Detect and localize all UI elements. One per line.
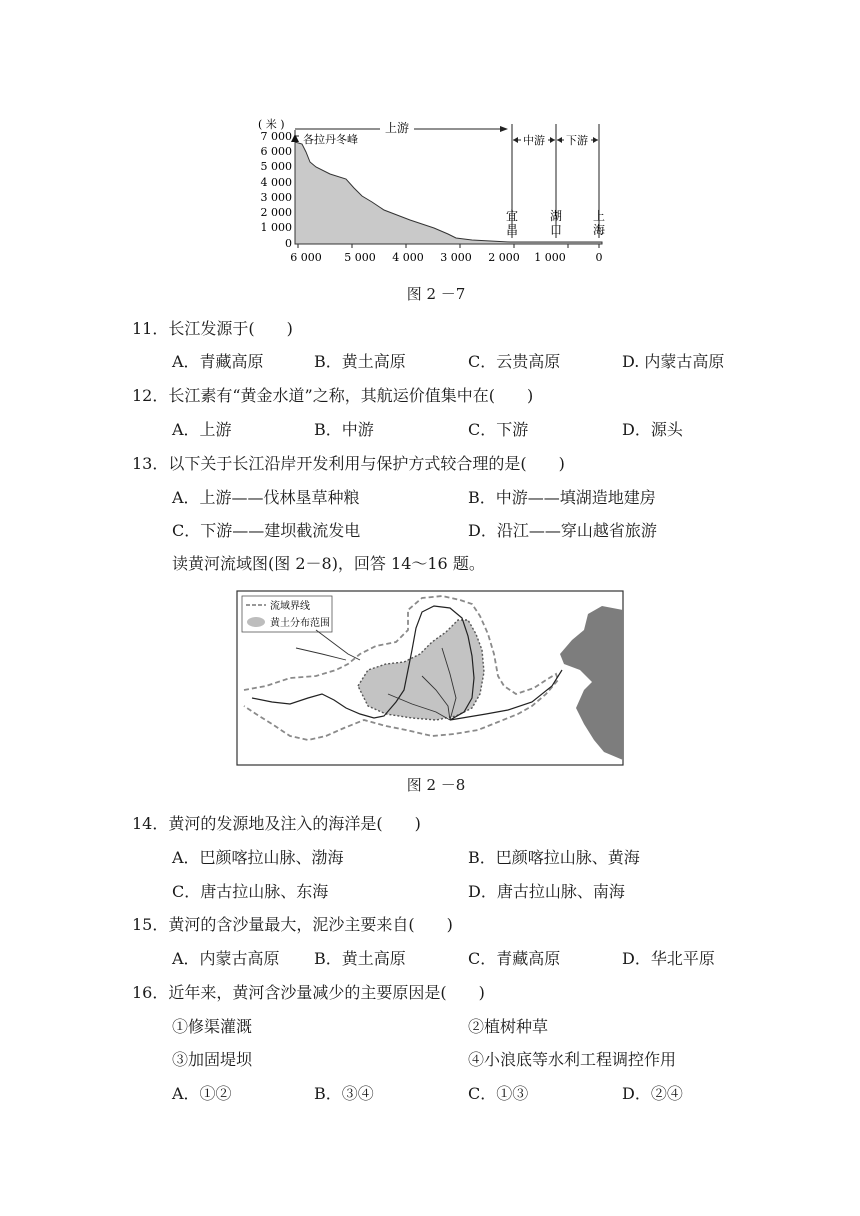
y-tick: 0 bbox=[285, 237, 292, 250]
x-tick: 3 000 bbox=[440, 251, 472, 264]
option-14c[interactable]: C．唐古拉山脉、东海 bbox=[172, 882, 329, 901]
option-13a[interactable]: A．上游——伐林垦草种粮 bbox=[172, 488, 360, 507]
upper-reach-label: 上游 bbox=[384, 121, 410, 135]
option-13d[interactable]: D．沿江——穿山越省旅游 bbox=[468, 521, 657, 540]
question-11-stem: 11．长江发源于( ) bbox=[132, 319, 293, 338]
peak-marker-icon bbox=[291, 134, 299, 142]
x-tick: 1 000 bbox=[534, 251, 566, 264]
option-12c[interactable]: C．下游 bbox=[468, 420, 529, 439]
question-12-stem: 12．长江素有“黄金水道”之称，其航运价值集中在( ) bbox=[132, 386, 534, 405]
y-tick: 1 000 bbox=[260, 221, 292, 234]
shanghai-label: 上 bbox=[592, 209, 606, 223]
option-15b[interactable]: B．黄土高原 bbox=[314, 949, 406, 968]
option-16a[interactable]: A．①② bbox=[172, 1084, 232, 1103]
yellow-river-map-figure bbox=[236, 590, 624, 766]
svg-text:昌: 昌 bbox=[505, 223, 519, 237]
intro-14-16: 读黄河流域图(图 2－8)，回答 14～16 题。 bbox=[172, 554, 485, 573]
hukou-label: 湖 bbox=[549, 209, 563, 223]
item-16-3: ③加固堤坝 bbox=[172, 1050, 253, 1069]
y-tick: 3 000 bbox=[260, 191, 292, 204]
option-16b[interactable]: B．③④ bbox=[314, 1084, 374, 1103]
yangtze-profile-figure bbox=[250, 112, 620, 272]
question-14-stem: 14．黄河的发源地及注入的海洋是( ) bbox=[132, 814, 421, 833]
option-12b[interactable]: B．中游 bbox=[314, 420, 374, 439]
middle-reach-label: 中游 bbox=[523, 134, 545, 147]
peak-label: 各拉丹冬峰 bbox=[303, 133, 358, 146]
option-16c[interactable]: C．①③ bbox=[468, 1084, 529, 1103]
option-16d[interactable]: D．②④ bbox=[622, 1084, 683, 1103]
option-11d[interactable]: D. 内蒙古高原 bbox=[622, 352, 725, 371]
item-16-4: ④小浪底等水利工程调控作用 bbox=[468, 1050, 677, 1069]
svg-text:口: 口 bbox=[549, 223, 563, 237]
legend-loess-label: 黄土分布范围 bbox=[270, 618, 330, 629]
option-14b[interactable]: B．巴颜喀拉山脉、黄海 bbox=[468, 848, 640, 867]
lower-reach-label: 下游 bbox=[566, 134, 588, 147]
y-tick: 6 000 bbox=[260, 145, 292, 158]
y-tick: 2 000 bbox=[260, 206, 292, 219]
y-unit-label: ( 米 ) bbox=[258, 118, 285, 131]
option-14d[interactable]: D．唐古拉山脉、南海 bbox=[468, 882, 625, 901]
figure-caption-2-7: 图 2 －7 bbox=[406, 285, 466, 303]
option-15c[interactable]: C．青藏高原 bbox=[468, 949, 561, 968]
yichang-label: 宜 bbox=[505, 209, 519, 223]
option-14a[interactable]: A．巴颜喀拉山脉、渤海 bbox=[172, 848, 344, 867]
item-16-2: ②植树种草 bbox=[468, 1017, 549, 1036]
y-tick: 7 000 bbox=[260, 130, 292, 143]
x-tick: 0 bbox=[595, 251, 603, 264]
svg-text:海: 海 bbox=[592, 223, 606, 237]
option-12a[interactable]: A．上游 bbox=[172, 420, 232, 439]
y-tick: 5 000 bbox=[260, 160, 292, 173]
option-13b[interactable]: B．中游——填湖造地建房 bbox=[468, 488, 656, 507]
option-13c[interactable]: C．下游——建坝截流发电 bbox=[172, 521, 361, 540]
figure-caption-2-8: 图 2 －8 bbox=[406, 776, 466, 794]
option-15a[interactable]: A．内蒙古高原 bbox=[172, 949, 280, 968]
option-15d[interactable]: D．华北平原 bbox=[622, 949, 715, 968]
option-11b[interactable]: B．黄土高原 bbox=[314, 352, 406, 371]
option-12d[interactable]: D．源头 bbox=[622, 420, 683, 439]
x-tick: 6 000 bbox=[290, 251, 322, 264]
x-tick: 4 000 bbox=[392, 251, 424, 264]
legend-boundary-label: 流域界线 bbox=[270, 601, 310, 612]
question-13-stem: 13．以下关于长江沿岸开发利用与保护方式较合理的是( ) bbox=[132, 454, 565, 473]
x-tick: 2 000 bbox=[488, 251, 520, 264]
option-11c[interactable]: C．云贵高原 bbox=[468, 352, 561, 371]
question-15-stem: 15．黄河的含沙量最大，泥沙主要来自( ) bbox=[132, 915, 453, 934]
option-11a[interactable]: A．青藏高原 bbox=[172, 352, 264, 371]
question-16-stem: 16．近年来，黄河含沙量减少的主要原因是( ) bbox=[132, 983, 485, 1002]
y-tick: 4 000 bbox=[260, 176, 292, 189]
item-16-1: ①修渠灌溉 bbox=[172, 1017, 253, 1036]
x-tick: 5 000 bbox=[344, 251, 376, 264]
